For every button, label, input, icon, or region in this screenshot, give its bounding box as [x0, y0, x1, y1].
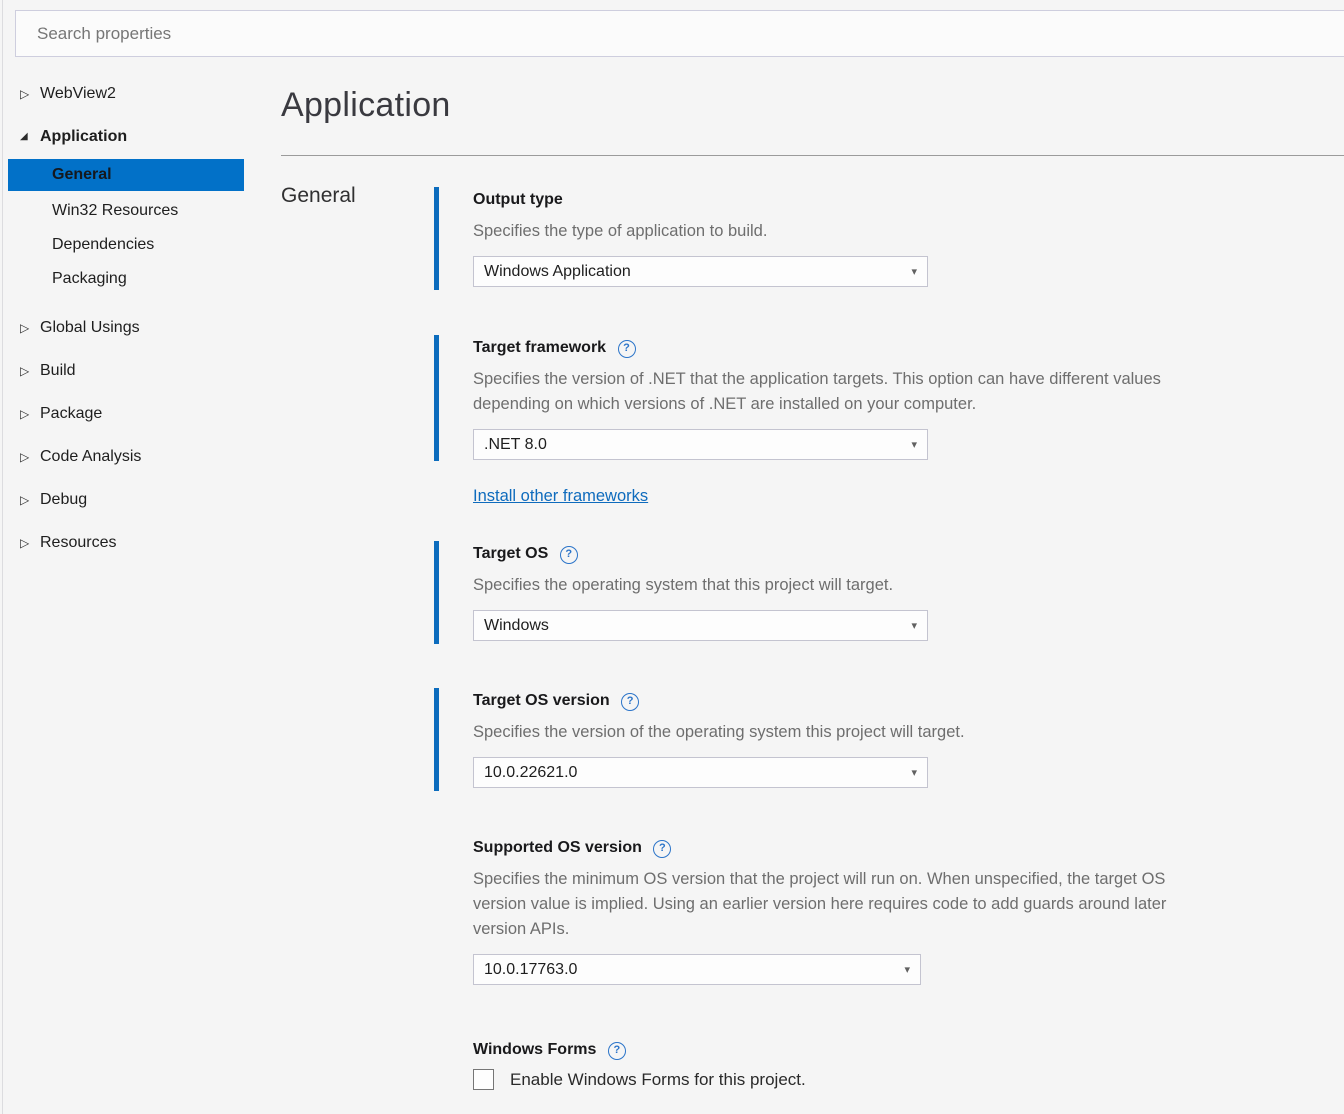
help-icon[interactable]: ? — [618, 340, 636, 358]
chevron-collapsed-icon[interactable]: ▷ — [20, 450, 30, 464]
target-framework-dropdown[interactable] — [473, 429, 928, 460]
target-framework-label — [473, 335, 1273, 361]
output-type-dropdown[interactable] — [473, 256, 928, 287]
tree-item-label: Code Analysis — [40, 448, 142, 465]
tree-item-label: Packaging — [52, 270, 127, 287]
output-type-description: Specifies the type of application to build. — [473, 222, 768, 240]
supported-os-version-label — [473, 835, 1273, 861]
dropdown-arrow-icon: ▾ — [911, 618, 917, 632]
tree-item-label: Package — [40, 405, 103, 422]
page-title: Application — [281, 86, 451, 124]
chevron-collapsed-icon[interactable]: ▷ — [20, 493, 30, 507]
modified-indicator-bar — [434, 187, 439, 290]
left-edge-line — [2, 0, 3, 1114]
target-os-version-dropdown[interactable] — [473, 757, 928, 788]
field-label-text: Windows Forms — [473, 1041, 597, 1058]
target-os-label — [473, 541, 1273, 567]
modified-indicator-bar — [434, 335, 439, 461]
chevron-collapsed-icon[interactable]: ▷ — [20, 87, 30, 101]
enable-winforms-checkbox[interactable] — [473, 1069, 494, 1090]
description-line: version value is implied. Using an earlier version here requires code to add guards around later — [473, 895, 1167, 913]
dropdown-arrow-icon: ▾ — [911, 437, 917, 451]
help-icon[interactable]: ? — [608, 1042, 626, 1060]
field-label-text: Target OS — [473, 545, 549, 562]
tree-item-label: Resources — [40, 534, 117, 551]
dropdown-value: Windows Application — [484, 262, 631, 280]
description-line: Specifies the minimum OS version that the project will run on. When unspecified, the target OS — [473, 870, 1166, 888]
dropdown-value: 10.0.17763.0 — [484, 960, 578, 978]
tree-item-label: Build — [40, 362, 76, 379]
field-label-text: Supported OS version — [473, 839, 642, 856]
help-icon[interactable]: ? — [621, 693, 639, 711]
chevron-collapsed-icon[interactable]: ▷ — [20, 364, 30, 378]
help-icon[interactable]: ? — [653, 840, 671, 858]
tree-item-label: WebView2 — [40, 85, 116, 102]
dropdown-arrow-icon: ▾ — [911, 765, 917, 779]
field-label-text: Target framework — [473, 339, 607, 356]
description-line: Specifies the version of .NET that the application targets. This option can have different values — [473, 370, 1161, 388]
chevron-collapsed-icon[interactable]: ▷ — [20, 536, 30, 550]
tree-item-general-selected[interactable] — [8, 159, 244, 191]
field-label-text: Target OS version — [473, 692, 610, 709]
supported-os-version-description — [473, 867, 1273, 942]
dropdown-value: 10.0.22621.0 — [484, 763, 578, 781]
target-os-description: Specifies the operating system that this project will target. — [473, 576, 894, 594]
chevron-expanded-icon[interactable]: ◢ — [20, 131, 28, 142]
target-os-dropdown[interactable] — [473, 610, 928, 641]
tree-item-label: Dependencies — [52, 236, 155, 253]
tree-item-label: Application — [40, 128, 128, 145]
modified-indicator-bar — [434, 541, 439, 644]
description-line: depending on which versions of .NET are installed on your computer. — [473, 395, 977, 413]
tree-item-label: Win32 Resources — [52, 202, 179, 219]
target-os-version-label — [473, 688, 1273, 714]
tree-item-label: General — [52, 166, 112, 183]
dropdown-value: Windows — [484, 616, 549, 634]
target-framework-description — [473, 367, 1273, 417]
tree-item-label: Global Usings — [40, 319, 140, 336]
chevron-collapsed-icon[interactable]: ▷ — [20, 407, 30, 421]
dropdown-arrow-icon: ▾ — [904, 962, 910, 976]
dropdown-value: .NET 8.0 — [484, 435, 547, 453]
windows-forms-label — [473, 1037, 1273, 1063]
modified-indicator-bar — [434, 688, 439, 791]
chevron-collapsed-icon[interactable]: ▷ — [20, 321, 30, 335]
header-divider — [281, 155, 1344, 156]
install-other-frameworks-link[interactable]: Install other frameworks — [473, 487, 649, 505]
target-os-version-description: Specifies the version of the operating system this project will target. — [473, 723, 965, 741]
section-label-general: General — [281, 184, 356, 207]
supported-os-version-dropdown[interactable] — [473, 954, 921, 985]
dropdown-arrow-icon: ▾ — [911, 264, 917, 278]
search-input[interactable] — [15, 10, 1344, 57]
tree-item-label: Debug — [40, 491, 88, 508]
description-line: version APIs. — [473, 920, 570, 938]
output-type-label: Output type — [473, 191, 563, 208]
enable-winforms-checkbox-label: Enable Windows Forms for this project. — [510, 1069, 806, 1089]
help-icon[interactable]: ? — [560, 546, 578, 564]
